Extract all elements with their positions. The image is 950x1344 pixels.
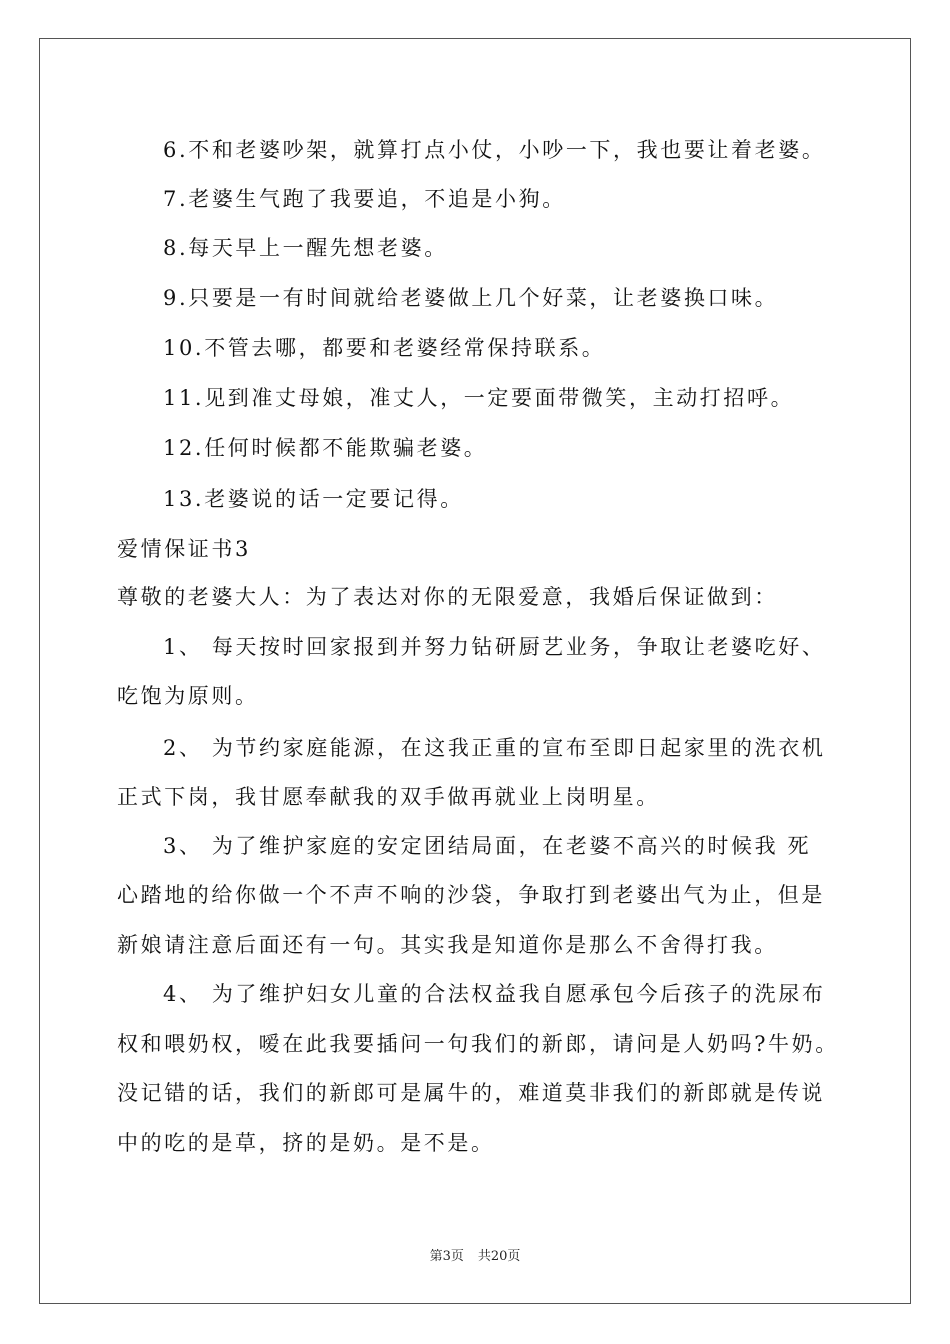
salutation: 尊敬的老婆大人：为了表达对你的无限爱意，我婚后保证做到：: [117, 585, 778, 609]
list-item: 9.只要是一有时间就给老婆做上几个好菜，让老婆换口味。: [163, 286, 779, 310]
paragraph-line: 吃饱为原则。: [117, 684, 259, 708]
paragraph-line: 没记错的话，我们的新郎可是属牛的，难道莫非我们的新郎就是传说: [117, 1081, 825, 1105]
paragraph-line: 4、 为了维护妇女儿童的合法权益我自愿承包今后孩子的洗尿布: [163, 982, 826, 1006]
list-item: 12.任何时候都不能欺骗老婆。: [163, 436, 488, 460]
paragraph-line: 2、 为节约家庭能源，在这我正重的宣布至即日起家里的洗衣机: [163, 736, 826, 760]
paragraph-line: 权和喂奶权，嗳在此我要插问一句我们的新郎，请问是人奶吗?牛奶。: [117, 1032, 839, 1056]
page-border: [39, 38, 911, 1304]
paragraph-line: 中的吃的是草，挤的是奶。是不是。: [117, 1131, 495, 1155]
list-item: 7.老婆生气跑了我要追，不追是小狗。: [163, 187, 566, 211]
paragraph-line: 正式下岗，我甘愿奉献我的双手做再就业上岗明星。: [117, 785, 660, 809]
list-item: 13.老婆说的话一定要记得。: [163, 487, 464, 511]
page-number: 第3页: [429, 1249, 464, 1264]
list-item: 8.每天早上一醒先想老婆。: [163, 236, 448, 260]
paragraph-line: 新娘请注意后面还有一句。其实我是知道你是那么不舍得打我。: [117, 933, 778, 957]
paragraph-line: 心踏地的给你做一个不声不响的沙袋，争取打到老婆出气为止，但是: [117, 883, 825, 907]
list-item: 11.见到准丈母娘，准丈人，一定要面带微笑，主动打招呼。: [163, 386, 795, 410]
paragraph-line: 3、 为了维护家庭的安定团结局面，在老婆不高兴的时候我 死: [163, 834, 812, 858]
page-total: 共20页: [477, 1249, 521, 1264]
list-item: 10.不管去哪，都要和老婆经常保持联系。: [163, 336, 606, 360]
paragraph-line: 1、 每天按时回家报到并努力钻研厨艺业务，争取让老婆吃好、: [163, 635, 826, 659]
section-heading: 爱情保证书3: [117, 537, 251, 561]
list-item: 6.不和老婆吵架，就算打点小仗，小吵一下，我也要让着老婆。: [163, 138, 826, 162]
page-footer: [0, 1250, 950, 1263]
